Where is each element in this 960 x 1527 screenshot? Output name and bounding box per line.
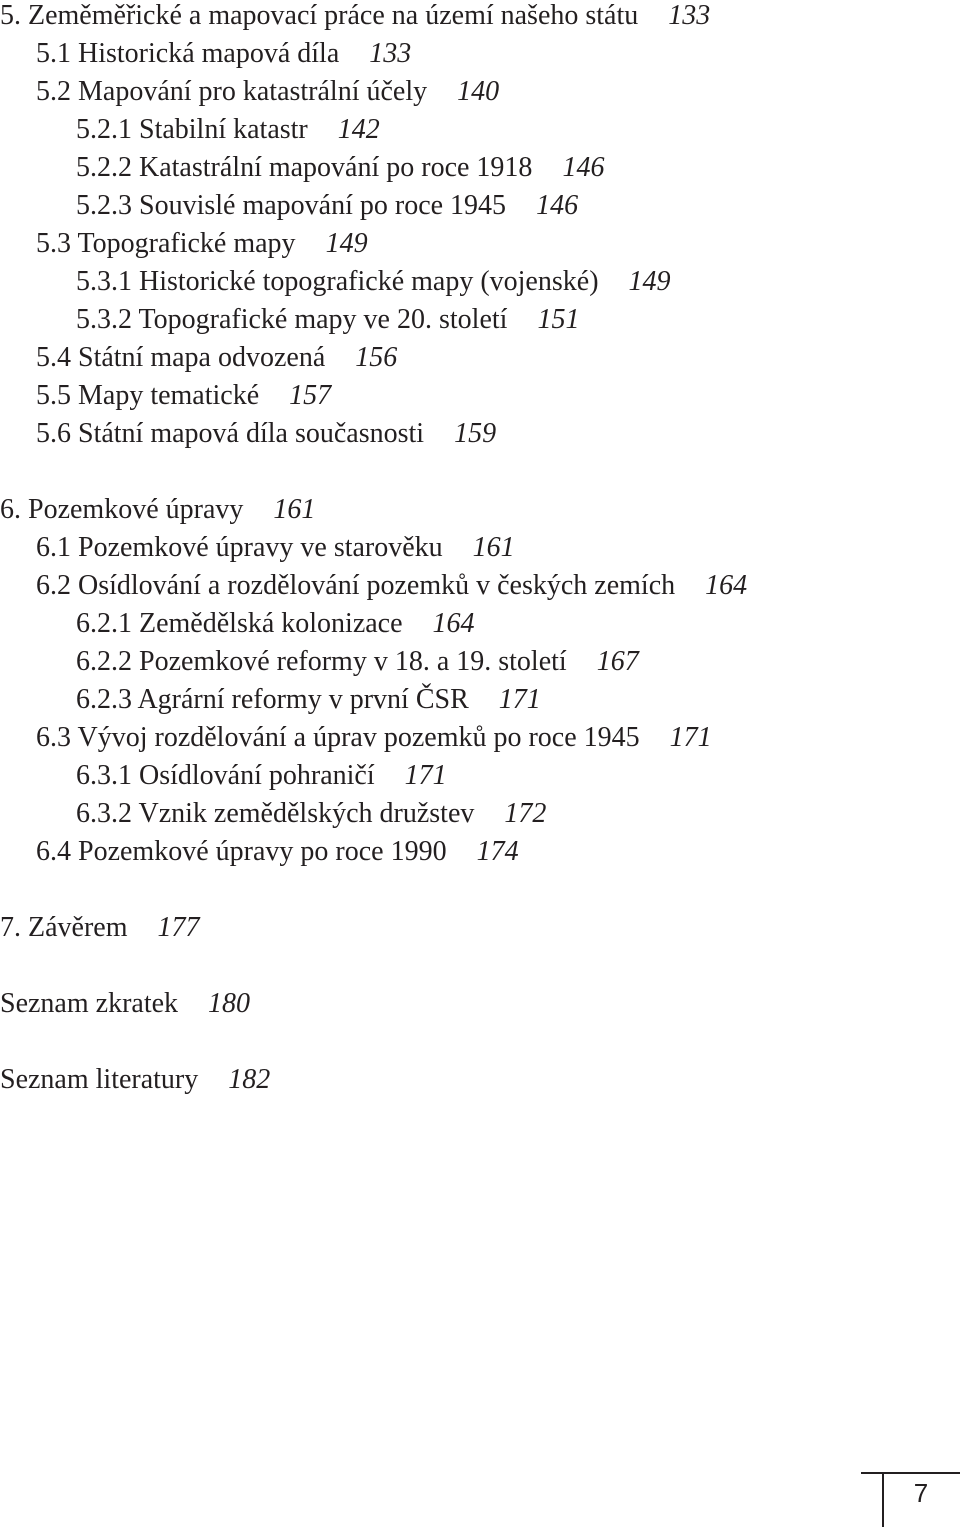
toc-entry-page: 156 <box>355 342 398 373</box>
toc-entry <box>76 190 578 222</box>
page-corner-mark-vertical <box>882 1472 884 1527</box>
toc-entry-title: 6.2.3 Agrární reformy v první ČSR <box>76 684 469 715</box>
toc-entry <box>0 988 250 1020</box>
toc-entry-title: 7. Závěrem <box>0 912 128 943</box>
toc-entry-title: 5.4 Státní mapa odvozená <box>36 342 326 373</box>
toc-entry-page: 167 <box>596 646 639 677</box>
toc-entry <box>36 342 397 374</box>
toc-entry <box>76 608 475 640</box>
toc-entry <box>36 418 496 450</box>
toc-entry-title: 5.1 Historická mapová díla <box>36 38 340 69</box>
toc-entry <box>36 570 747 602</box>
toc-entry-title: 6.3 Vývoj rozdělování a úprav pozemků po roce 1945 <box>36 722 640 753</box>
toc-entry <box>36 836 519 868</box>
toc-entry-title: 6.3.2 Vznik zemědělských družstev <box>76 798 475 829</box>
toc-entry-title: 6.1 Pozemkové úpravy ve starověku <box>36 532 443 563</box>
toc-entry-page: 177 <box>157 912 200 943</box>
toc-entry-page: 174 <box>476 836 519 867</box>
toc-entry <box>36 228 368 260</box>
toc-entry-title: 5.3.2 Topografické mapy ve 20. století <box>76 304 508 335</box>
toc-entry-page: 133 <box>369 38 412 69</box>
toc-entry-page: 171 <box>404 760 447 791</box>
toc-entry <box>36 76 499 108</box>
toc-entry-page: 146 <box>536 190 579 221</box>
toc-entry-page: 149 <box>628 266 671 297</box>
toc-entry-title: 5.2.1 Stabilní katastr <box>76 114 308 145</box>
toc-entry-page: 171 <box>669 722 712 753</box>
toc-entry <box>36 532 515 564</box>
page-number: 7 <box>913 1478 929 1508</box>
toc-entry-title: 6.2.1 Zemědělská kolonizace <box>76 608 403 639</box>
toc-entry <box>0 912 200 944</box>
toc-entry-title: 5.6 Státní mapová díla současnosti <box>36 418 425 449</box>
toc-entry-title: 6.2 Osídlování a rozdělování pozemků v českých zemích <box>36 570 676 601</box>
toc-entry-title: 6.4 Pozemkové úpravy po roce 1990 <box>36 836 447 867</box>
toc-entry <box>76 760 447 792</box>
toc-entry-page: 164 <box>705 570 748 601</box>
toc-entry-page: 151 <box>537 304 580 335</box>
toc-entry-title: 5.2 Mapování pro katastrální účely <box>36 76 428 107</box>
toc-entry <box>36 380 331 412</box>
toc-entry-page: 161 <box>472 532 515 563</box>
toc-entry-page: 180 <box>208 988 251 1019</box>
toc-entry-page: 159 <box>454 418 497 449</box>
toc-entry-page: 140 <box>457 76 500 107</box>
toc-entry <box>76 266 671 298</box>
toc-entry-title: 6.2.2 Pozemkové reformy v 18. a 19. století <box>76 646 567 677</box>
toc-entry-title: Seznam zkratek <box>0 988 179 1019</box>
toc-entry-title: Seznam literatury <box>0 1064 199 1095</box>
toc-entry-title: 6.3.1 Osídlování pohraničí <box>76 760 375 791</box>
toc-entry <box>36 722 712 754</box>
toc-entry <box>76 114 380 146</box>
toc-entry-page: 133 <box>668 0 711 31</box>
toc-entry-page: 172 <box>504 798 547 829</box>
toc-entry-page: 142 <box>337 114 380 145</box>
toc-entry <box>76 152 604 184</box>
toc-entry-title: 5.3.1 Historické topografické mapy (vojenské) <box>76 266 599 297</box>
toc-entry-title: 5.5 Mapy tematické <box>36 380 260 411</box>
toc-entry-page: 171 <box>498 684 541 715</box>
toc-entry <box>76 304 579 336</box>
toc-entry-title: 5. Zeměměřické a mapovací práce na území našeho státu <box>0 0 639 31</box>
toc-entry-title: 5.2.3 Souvislé mapování po roce 1945 <box>76 190 507 221</box>
toc-entry <box>76 684 541 716</box>
toc-entry-title: 5.3 Topografické mapy <box>36 228 296 259</box>
toc-entry-page: 164 <box>432 608 475 639</box>
toc-entry-page: 146 <box>562 152 605 183</box>
toc-entry <box>76 646 639 678</box>
toc-entry-page: 161 <box>273 494 316 525</box>
toc-entry-page: 157 <box>289 380 332 411</box>
toc-entry-page: 182 <box>228 1064 271 1095</box>
toc-entry-page: 149 <box>325 228 368 259</box>
toc-entry <box>0 0 710 32</box>
toc-entry-title: 5.2.2 Katastrální mapování po roce 1918 <box>76 152 533 183</box>
toc-entry <box>0 1064 270 1096</box>
toc-entry <box>0 494 315 526</box>
toc-entry <box>76 798 546 830</box>
page-corner-mark-horizontal <box>861 1472 960 1474</box>
toc-entry-title: 6. Pozemkové úpravy <box>0 494 244 525</box>
toc-entry <box>36 38 411 70</box>
